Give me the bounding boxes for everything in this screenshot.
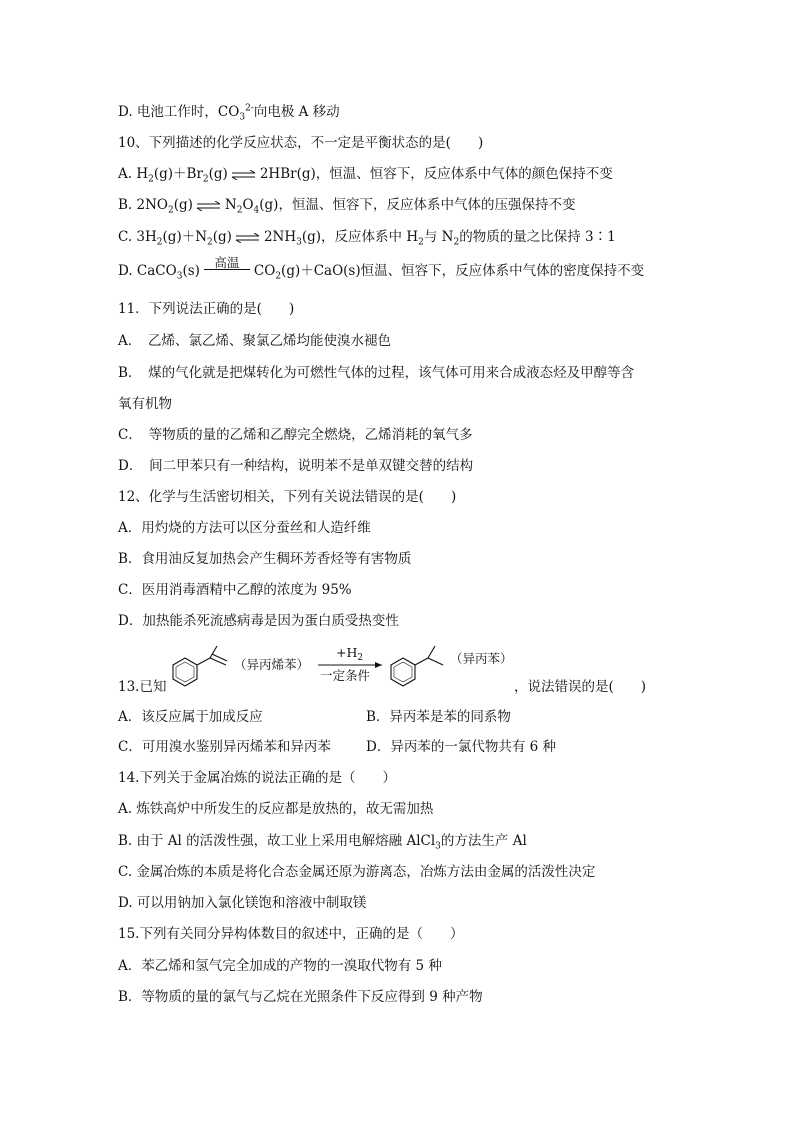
q11-option-a: A． 乙烯、氯乙烯、聚氯乙烯均能使溴水褪色 [118,333,391,349]
q11-option-b: B． 煤的气化就是把煤转化为可燃性气体的过程，该气体可用来合成液态烃及甲醇等含 [118,365,635,381]
q15-option-a: A．苯乙烯和氢气完全加成的产物的一溴取代物有 5 种 [118,958,442,974]
q10-stem: 10、下列描述的化学反应状态，不一定是平衡状态的是( ) [118,135,484,151]
q14-option-a: A. 炼铁高炉中所发生的反应都是放热的，故无需加热 [118,801,434,817]
q14-option-c: C. 金属冶炼的本质是将化合态金属还原为游离态，冶炼方法由金属的活泼性决定 [118,864,596,880]
q12-option-a: A．用灼烧的方法可以区分蚕丝和人造纤维 [118,520,371,536]
q10-option-d: D. CaCO$_3$(s) 高温 $CO_2(g)+CaO(s)$恒温、恒容下，反应体系中气体的密度保持不变 [118,255,645,282]
q12-stem: 12、化学与生活密切相关，下列有关说法错误的是( ) [118,489,457,505]
reaction-condition-text: 一定条件 [320,668,371,683]
q12-option-c: C．医用消毒酒精中乙醇的浓度为 95% [118,582,352,598]
reaction-scheme [160,638,540,694]
q15-stem: 15.下列有关同分异构体数目的叙述中，正确的是（ ） [118,926,464,942]
q9-option-d: D. 电池工作时，$CO_3^{2-}$向电极 A 移动 [118,103,340,123]
q12-option-d: D．加热能杀死流感病毒是因为蛋白质受热变性 [118,613,399,629]
q14-option-d: D. 可以用钠加入氯化镁饱和溶液中制取镁 [118,895,367,911]
q10-option-c: C. $3H_2(g)+N_2(g)$ $2NH_3(g)$，反应体系中 $H_2$与 $N_2$的物质的量之比保持 3∶1 [118,229,616,248]
q12-option-b: B．食用油反复加热会产生稠环芳香烃等有害物质 [118,551,412,567]
q14-option-b: B. 由于 Al 的活泼性强，故工业上采用电解熔融 AlCl$_3$的方法生产 Al [118,833,527,852]
q13-suffix: ，说法错误的是( ) [514,679,647,695]
q15-option-b: B．等物质的量的氯气与乙烷在光照条件下反应得到 9 种产物 [118,989,483,1005]
reactant-name: （异丙烯苯） [234,657,310,672]
q13-option-b: B．异丙苯是苯的同系物 [366,709,511,725]
q11-option-d: D． 间二甲苯只有一种结构，说明苯不是单双键交替的结构 [118,458,474,474]
q11-stem: 11．下列说法正确的是( ) [118,301,295,317]
equilibrium-arrow-icon [231,170,257,180]
q13-option-c: C．可用溴水鉴别异丙烯苯和异丙苯 [118,739,331,755]
reagent-h2: $+H_2$ [336,645,364,663]
q11-option-c: C． 等物质的量的乙烯和乙醇完全燃烧，乙烯消耗的氧气多 [118,427,473,443]
q13-option-a: A．该反应属于加成反应 [118,709,263,725]
q10-option-b: B. $2NO_2(g)$ $N_2O_4(g)$，恒温、恒容下，反应体系中气体的压强保持不变 [118,197,576,216]
q14-stem: 14.下列关于金属冶炼的说法正确的是（ ） [118,770,396,786]
q11-option-b-cont: 氧有机物 [118,396,172,412]
reaction-condition: 高温 [204,264,250,279]
product-name: （异丙苯） [450,651,513,666]
equilibrium-arrow-icon [196,201,222,211]
equilibrium-arrow-icon [235,233,261,243]
q10-option-a: A. $H_2(g)+Br_2(g)$ 2HBr(g)，恒温、恒容下，反应体系中气体的颜色保持不变 [118,166,613,185]
q13-option-d: D．异丙苯的一氯代物共有 6 种 [366,739,556,755]
q13-prefix: 13.已知 [118,679,167,695]
